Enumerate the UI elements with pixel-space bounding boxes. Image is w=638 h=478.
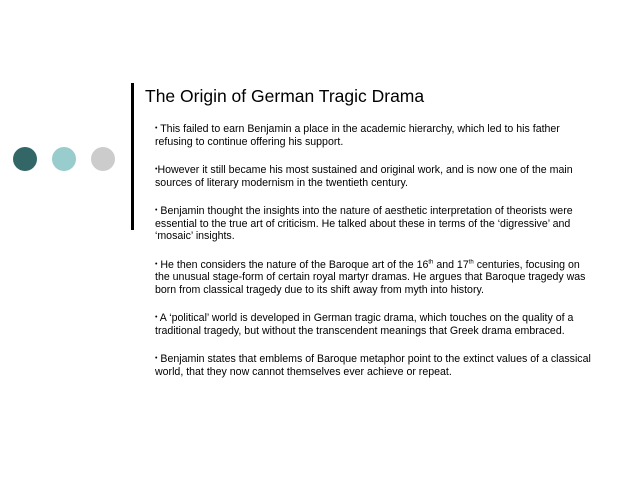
bullet-item (155, 164, 595, 189)
bullet-text: Benjamin states that emblems of Baroque metaphor point to the extinct values of a classical world, that they now cannot themselves ever achieve or repeat. (155, 353, 591, 378)
bullet-text: Benjamin thought the insights into the nature of aesthetic interpretation of theorists were essential to the true art of criticism. He talked about these in terms of the ‘digressive’ and ‘mosaic’ insights. (155, 205, 573, 242)
bullet-text: He then considers the nature of the Baroque art of the 16 (157, 258, 429, 271)
bullet-item (155, 353, 595, 378)
bullet-text: A ‘political’ world is developed in German tragic drama, which touches on the quality of a traditional tragedy, but without the transcendent meanings that Greek drama embraced. (155, 312, 574, 337)
bullet-text: centuries, focusing on the unusual stage-form of certain royal martyr dramas. He argues that Baroque tragedy was born from classical tragedy due to its shift away from myth into history. (155, 258, 586, 296)
decorative-dot-light-teal (52, 147, 76, 171)
bullet-marker: • (155, 314, 158, 321)
bullet-text: However it still became his most sustained and original work, and is now one of the main sources of literary modernism in the twentieth century. (155, 164, 573, 189)
bullet-item (155, 205, 595, 243)
bullet-item (155, 259, 595, 297)
bullet-text: and 17 (433, 258, 469, 271)
vertical-rule (131, 83, 134, 230)
bullet-marker: • (155, 125, 158, 132)
bullet-text: This failed to earn Benjamin a place in the academic hierarchy, which led to his father refusing to continue offering his support. (155, 123, 560, 148)
bullet-marker: • (155, 166, 158, 173)
bullet-marker: • (155, 355, 158, 362)
bullet-item (155, 312, 595, 337)
bullet-list (155, 123, 595, 394)
bullet-item (155, 123, 595, 148)
decorative-dot-gray (91, 147, 115, 171)
ordinal-suffix: th (468, 258, 474, 265)
bullet-marker: • (155, 207, 158, 214)
decorative-dot-dark-teal (13, 147, 37, 171)
ordinal-suffix: th (428, 258, 434, 265)
slide-title: The Origin of German Tragic Drama (145, 86, 425, 106)
bullet-marker: • (155, 260, 158, 268)
